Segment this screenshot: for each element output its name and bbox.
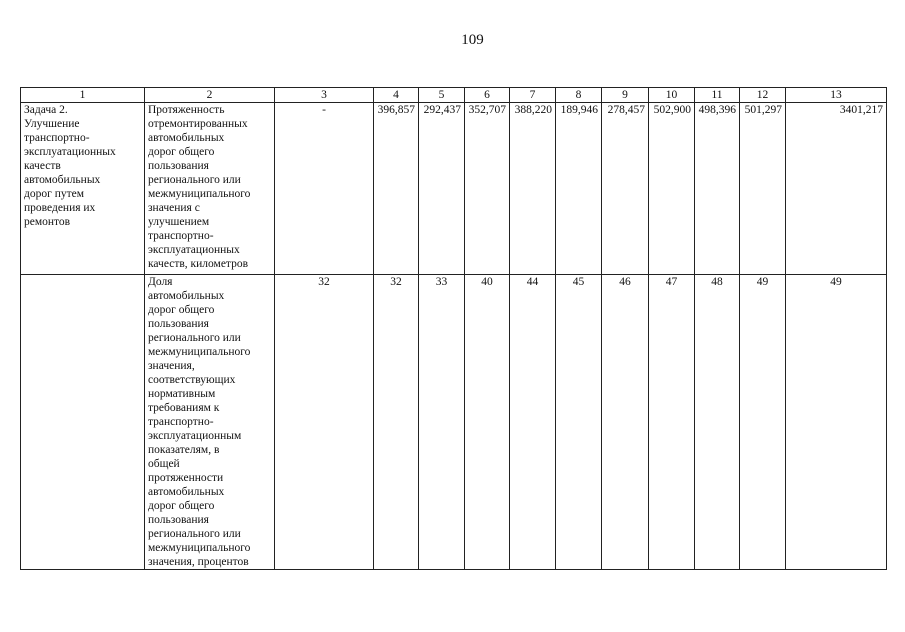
value-cell: 501,297: [740, 103, 786, 275]
value-cell: 46: [602, 275, 649, 570]
column-header: 9: [602, 88, 649, 103]
page-number: 109: [461, 32, 484, 48]
value-cell: 33: [419, 275, 465, 570]
value-cell: 45: [556, 275, 602, 570]
indicators-table: [20, 87, 887, 570]
column-header: 12: [740, 88, 786, 103]
value-cell: 3401,217: [786, 103, 887, 275]
column-header: 10: [649, 88, 695, 103]
indicator-text: Протяженность отремонтированных автомобильных дорог общего пользования регионального или межмуниципального значения с улучшением транспортно- эксплуатационных качеств, километров: [148, 104, 251, 270]
value-cell: 498,396: [695, 103, 740, 275]
task-text: Задача 2. Улучшение транспортно- эксплуатационных качеств автомобильных дорог путем проведения их ремонтов: [24, 104, 116, 228]
value-cell: 292,437: [419, 103, 465, 275]
task-cell: [21, 275, 145, 570]
value-cell: 44: [510, 275, 556, 570]
value-cell: 352,707: [465, 103, 510, 275]
column-header: 8: [556, 88, 602, 103]
column-header: 5: [419, 88, 465, 103]
indicator-cell: [145, 103, 275, 275]
table-row: [21, 275, 887, 570]
value-cell: 396,857: [374, 103, 419, 275]
value-cell: 40: [465, 275, 510, 570]
value-cell: 32: [275, 275, 374, 570]
column-header: 13: [786, 88, 887, 103]
column-header: 2: [145, 88, 275, 103]
value-cell: 48: [695, 275, 740, 570]
value-cell: 278,457: [602, 103, 649, 275]
column-header: 1: [21, 88, 145, 103]
column-header: 6: [465, 88, 510, 103]
column-header: 3: [275, 88, 374, 103]
value-cell: 49: [740, 275, 786, 570]
task-cell: [21, 103, 145, 275]
table-row: [21, 103, 887, 275]
value-cell: 32: [374, 275, 419, 570]
value-cell: 49: [786, 275, 887, 570]
value-cell: 189,946: [556, 103, 602, 275]
indicator-cell: [145, 275, 275, 570]
column-header: 7: [510, 88, 556, 103]
column-header: 4: [374, 88, 419, 103]
value-cell: 47: [649, 275, 695, 570]
column-header: 11: [695, 88, 740, 103]
table-header-row: [21, 88, 887, 103]
indicator-text: Доля автомобильных дорог общего пользования регионального или межмуниципального значения, соответствующих нормативным требованиям к транспортно- эксплуатационным показателям, в общей протяженности автомобильных дорог общего пользования регионального или межмуниципального значения, процентов: [148, 276, 251, 568]
value-cell: -: [275, 103, 374, 275]
value-cell: 502,900: [649, 103, 695, 275]
value-cell: 388,220: [510, 103, 556, 275]
